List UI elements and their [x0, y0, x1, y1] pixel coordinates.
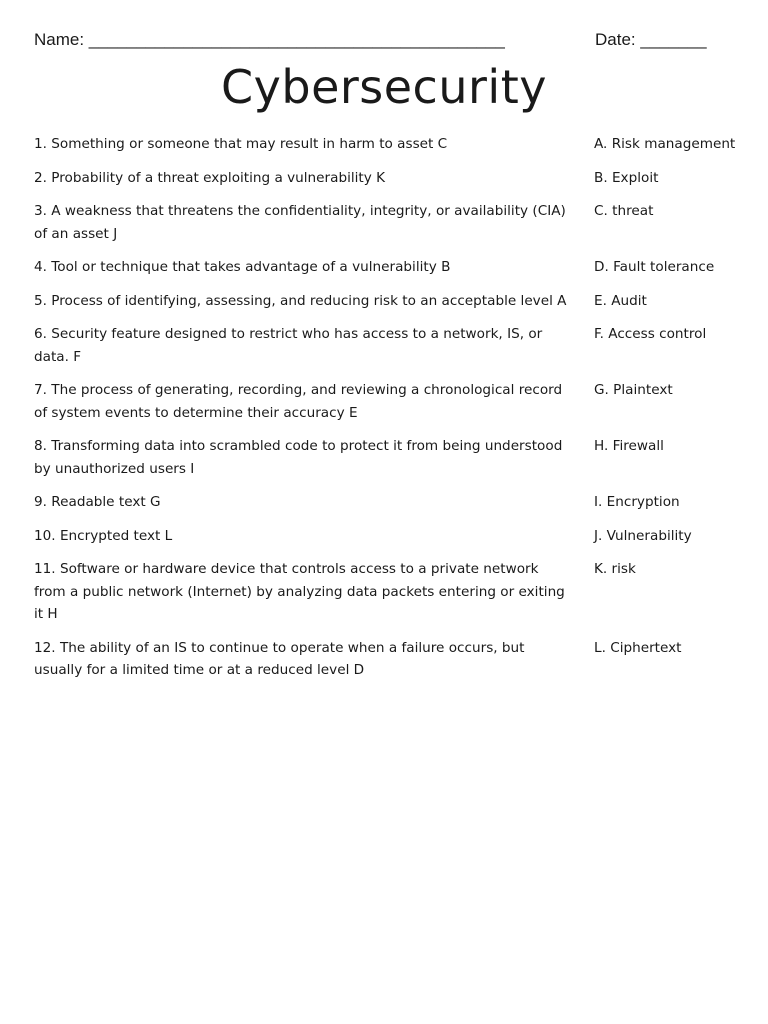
question-row	[34, 167, 754, 190]
page-title: Cybersecurity	[221, 60, 547, 114]
answer-option: I. Encryption	[594, 494, 680, 510]
answer-option: C. threat	[594, 203, 654, 219]
question-row	[34, 435, 754, 480]
question-text: 8. Transforming data into scrambled code to protect it from being understood by unauthorized users I	[34, 438, 563, 477]
question-text: 12. The ability of an IS to continue to operate when a failure occurs, but usually for a limited time or at a reduced level D	[34, 639, 525, 678]
question-row	[34, 558, 754, 626]
question-row	[34, 200, 754, 245]
question-text: 3. A weakness that threatens the confidentiality, integrity, or availability (CIA) of an asset J	[34, 203, 566, 242]
question-row	[34, 379, 754, 424]
question-row	[34, 133, 754, 156]
question-row	[34, 637, 754, 682]
question-row	[34, 491, 754, 514]
question-text: 6. Security feature designed to restrict who has access to a network, IS, or data. F	[34, 326, 543, 365]
question-text: 5. Process of identifying, assessing, and reducing risk to an acceptable level A	[34, 292, 567, 309]
answer-option: E. Audit	[594, 292, 647, 309]
answer-option: A. Risk management	[594, 136, 736, 152]
question-row	[34, 525, 754, 548]
question-text: 1. Something or someone that may result in harm to asset C	[34, 136, 448, 152]
answer-option: D. Fault tolerance	[594, 259, 715, 275]
header-row	[34, 30, 734, 56]
question-text: 7. The process of generating, recording, and reviewing a chronological record of system events to determine their accuracy E	[34, 382, 563, 421]
question-row	[34, 323, 754, 368]
question-text: 4. Tool or technique that takes advantage of a vulnerability B	[34, 259, 451, 275]
answer-option: L. Ciphertext	[594, 639, 682, 656]
question-text: 11. Software or hardware device that controls access to a private network from a public network (Internet) by analyzing data packets entering or exiting it H	[34, 561, 565, 622]
question-list	[34, 133, 754, 693]
answer-option: B. Exploit	[594, 169, 659, 186]
question-row	[34, 256, 754, 279]
question-text: 2. Probability of a threat exploiting a vulnerability K	[34, 169, 386, 186]
answer-option: H. Firewall	[594, 438, 664, 454]
question-text: 9. Readable text G	[34, 494, 161, 510]
answer-option: F. Access control	[594, 326, 707, 342]
answer-option: J. Vulnerability	[594, 527, 692, 544]
question-row	[34, 290, 754, 313]
answer-option: K. risk	[594, 561, 636, 577]
answer-option: G. Plaintext	[594, 382, 673, 398]
name-field-label: Name: ____________________________________________	[34, 30, 505, 49]
date-field-label: Date: _______	[595, 30, 707, 49]
question-text: 10. Encrypted text L	[34, 527, 173, 544]
